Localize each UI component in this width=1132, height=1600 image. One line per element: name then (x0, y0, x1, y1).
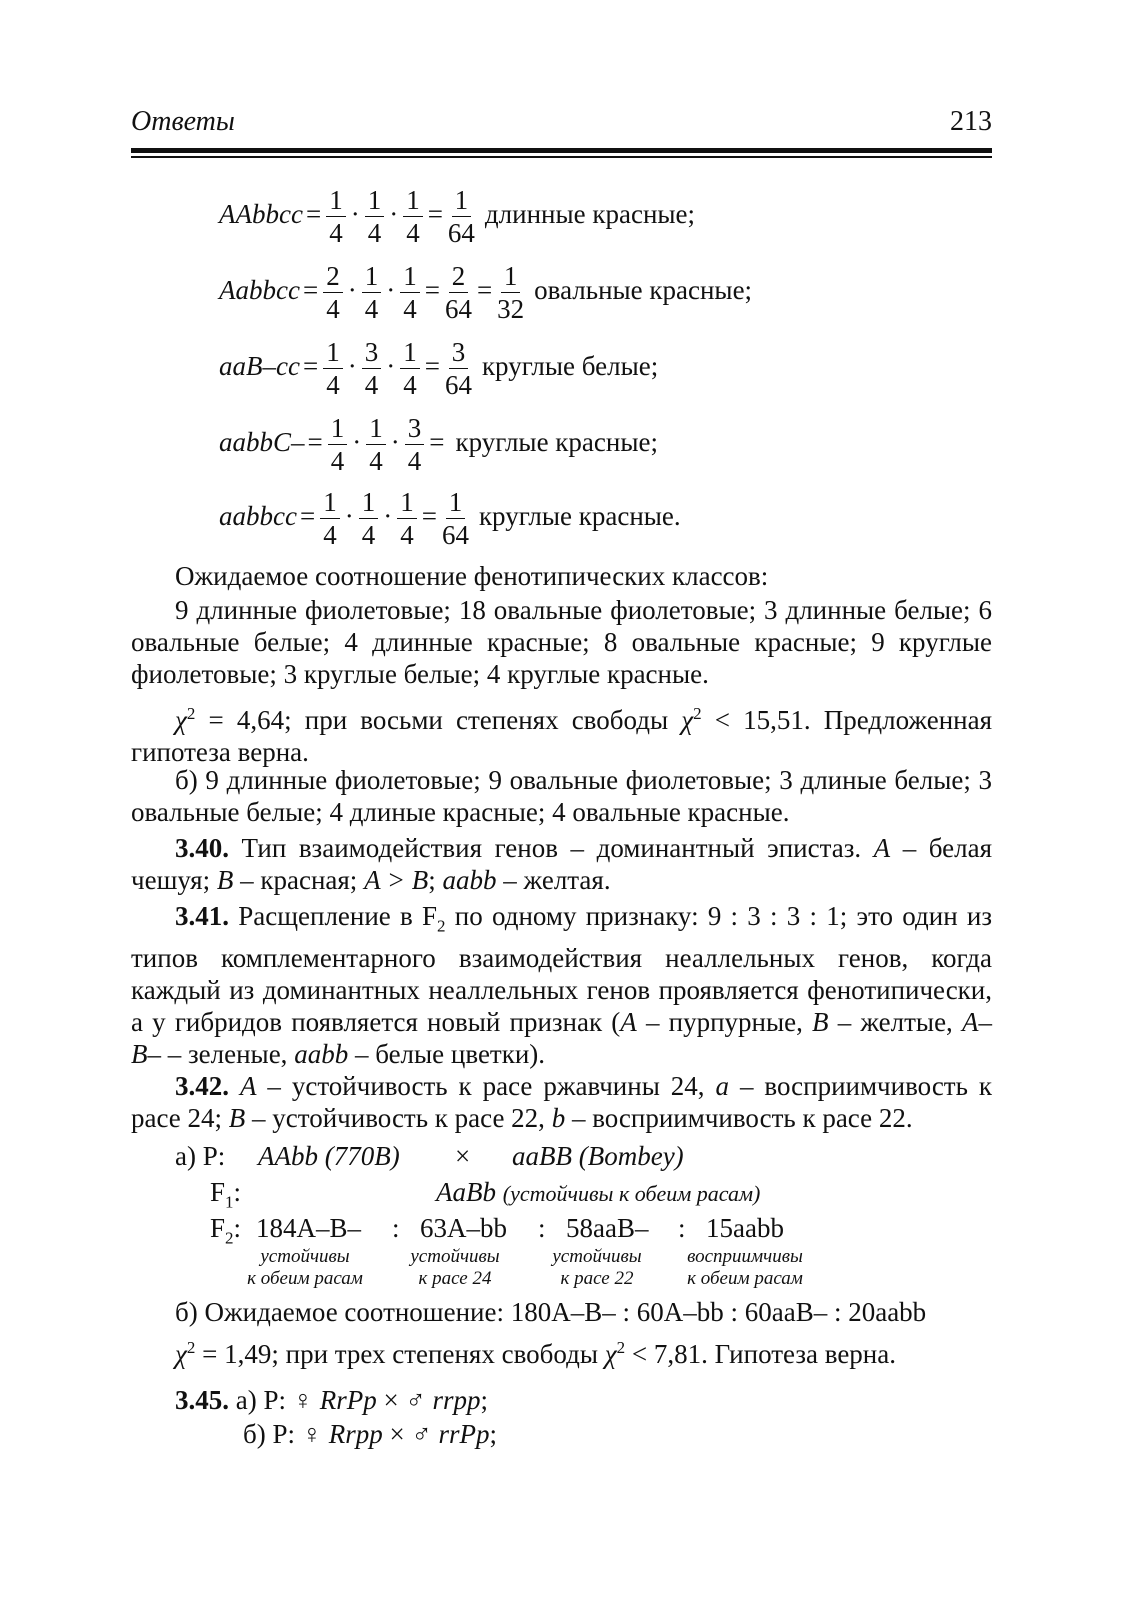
text: – красная; (233, 865, 365, 895)
note-line: к расе 24 (418, 1268, 492, 1289)
paragraph-3-45-b (243, 1418, 497, 1450)
fraction (403, 186, 423, 248)
fraction (397, 488, 417, 550)
text: – белые цветки). (348, 1039, 546, 1070)
chi-symbol: χ (175, 705, 187, 735)
text: – восприимчивость к расе 24; (131, 1071, 992, 1133)
numerator: 1 (326, 186, 346, 217)
fraction (400, 262, 420, 324)
fraction (326, 186, 346, 248)
equals-sign: = (302, 275, 319, 306)
text: – устойчивость к расе 22, (245, 1103, 552, 1133)
note-line: устойчивы (260, 1246, 350, 1267)
gene-symbol: aabb (294, 1039, 349, 1070)
numerator: 3 (405, 414, 425, 445)
fraction (359, 488, 379, 550)
numerator: 1 (328, 414, 348, 445)
multiply-dot: · (383, 501, 393, 532)
multiply-dot: · (386, 275, 396, 306)
fraction (448, 186, 475, 248)
multiply-dot: · (390, 427, 400, 458)
paragraph-3-42 (131, 1070, 992, 1134)
f1-note: (устойчивы к обеим расам) (502, 1181, 761, 1206)
numerator: 1 (446, 488, 466, 519)
phenotype-description: круглые белые; (481, 351, 659, 382)
equals-sign: = (427, 199, 443, 230)
f1-offspring (436, 1176, 760, 1210)
numerator: 1 (452, 186, 472, 217)
denominator: 32 (497, 294, 525, 325)
denominator: 4 (403, 294, 417, 325)
numerator: 2 (323, 262, 343, 293)
note-line: к расе 22 (560, 1268, 634, 1289)
fraction (400, 338, 420, 400)
f2-sep-2: : (538, 1213, 546, 1243)
text: – пурпурные, (636, 1007, 813, 1038)
text: ; (480, 1385, 489, 1415)
genotype: aaB–cc (219, 351, 300, 382)
equals-sign: = (299, 501, 316, 532)
denominator: 4 (406, 218, 420, 249)
paragraph-chi-square-1 (131, 698, 992, 768)
text: – зеленые, (161, 1039, 295, 1070)
denominator: 4 (403, 370, 417, 401)
f2-class-2: 63A–bb (420, 1213, 507, 1243)
section-title: Ответы (131, 106, 235, 137)
fraction (362, 262, 382, 324)
f2-class-1: 184A–B– (256, 1213, 362, 1243)
gene-symbol: B (812, 1007, 829, 1038)
note-line: устойчивы (410, 1246, 500, 1267)
item-number: 3.40. (175, 833, 229, 863)
f1-letter: F (210, 1177, 226, 1207)
text: × ♂ (376, 1385, 433, 1415)
fraction (497, 262, 524, 324)
subscript: 2 (437, 916, 446, 936)
fraction (445, 338, 472, 400)
equals-sign: = (302, 351, 319, 382)
formula-row (219, 338, 658, 400)
equals-sign: = (307, 427, 323, 458)
page-number: 213 (950, 106, 992, 137)
genotype: aabbcc (219, 501, 297, 532)
f2-sep-3: : (678, 1213, 686, 1243)
fraction (328, 414, 348, 476)
f2-note-4 (670, 1246, 820, 1290)
text: – желтые, (828, 1007, 962, 1038)
chi-text: = 1,49; при трех степенях свободы (195, 1339, 605, 1369)
fraction (362, 338, 382, 400)
numerator: 1 (397, 488, 417, 519)
denominator: 4 (364, 294, 379, 325)
numerator: 1 (323, 338, 343, 369)
cross-parent-1: AAbb (770B) (258, 1141, 400, 1171)
chi-text: < 15,51. Предложенная гипотеза верна. (131, 705, 992, 767)
gene-symbol: A (873, 833, 891, 863)
f2-class-4: 15aabb (706, 1213, 784, 1243)
multiply-dot: · (344, 501, 354, 532)
numerator: 1 (359, 488, 379, 519)
formula-row (219, 262, 752, 324)
text: – устойчивость к расе ржавчины 24, (256, 1071, 716, 1101)
numerator: 1 (400, 262, 420, 293)
multiply-dot: · (347, 351, 357, 382)
genotype: Rrpp (328, 1419, 383, 1449)
genotype: rrPp (438, 1419, 490, 1449)
equals-sign: = (424, 351, 440, 382)
denominator: 4 (364, 370, 379, 401)
gene-symbol: A–B– (131, 1007, 992, 1070)
paragraph-expected-list: 9 длинные фиолетовые; 18 овальные фиолетовые; 3 длинные белые; 6 овальные белые; 4 длинные красные; 8 овальные красные; 9 круглые фиолетовые; 3 круглые белые; 4 круглые красные. (131, 595, 992, 689)
denominator: 4 (407, 446, 422, 477)
paragraph-3-40 (131, 832, 992, 896)
gene-symbol: a (715, 1071, 729, 1101)
cross-p-label: а) P: (175, 1141, 226, 1171)
gene-symbol: b (551, 1103, 566, 1133)
fraction (323, 338, 343, 400)
numerator: 1 (362, 262, 382, 293)
numerator: 3 (449, 338, 469, 369)
chi-text: = 4,64; при восьми степенях свободы (195, 705, 682, 735)
paragraph-chi-square-2 (131, 1332, 992, 1370)
cross-times: × (455, 1141, 471, 1171)
paragraph-3-41 (131, 900, 992, 1070)
equals-sign: = (424, 275, 440, 306)
numerator: 1 (366, 414, 386, 445)
cross-parent-2: aaBB (Bombey) (512, 1141, 684, 1171)
note-line: к обеим расам (687, 1268, 803, 1289)
genotype: Aabbcc (219, 275, 300, 306)
item-number: 3.45. (175, 1385, 229, 1415)
paragraph-3-45-a (175, 1384, 488, 1416)
f2-class-3: 58aaB– (566, 1213, 649, 1243)
gene-symbol: B (228, 1103, 246, 1133)
note-line: к обеим расам (247, 1268, 363, 1289)
f2-letter: F (210, 1213, 226, 1243)
denominator: 4 (326, 370, 340, 401)
text: – желтая. (496, 865, 611, 895)
f2-note-1 (225, 1246, 385, 1290)
paragraph-expected-ratio: б) Ожидаемое соотношение: 180A–B– : 60A–bb : 60aaB– : 20aabb (175, 1297, 927, 1327)
item-number: 3.42. (175, 1071, 229, 1101)
multiply-dot: · (350, 199, 360, 230)
superscript: 2 (693, 704, 702, 723)
numerator: 2 (449, 262, 469, 293)
f1-subscript: 1 (225, 1192, 234, 1212)
gene-symbol: aabb (442, 865, 497, 895)
text: ; (428, 865, 443, 895)
denominator: 64 (447, 218, 475, 249)
denominator: 4 (367, 218, 382, 249)
note-line: устойчивы (552, 1246, 642, 1267)
numerator: 3 (362, 338, 382, 369)
chi-symbol: χ (681, 705, 694, 735)
fraction (445, 262, 472, 324)
chi-symbol: χ (175, 1339, 187, 1369)
numerator: 1 (403, 186, 423, 217)
denominator: 4 (330, 446, 345, 477)
genotype: aabbC– (219, 427, 305, 458)
header-rule-thin (131, 156, 992, 158)
gene-symbol: B (216, 865, 234, 895)
denominator: 4 (400, 520, 414, 551)
text: б) P: ♀ (243, 1419, 329, 1449)
denominator: 4 (369, 446, 383, 477)
chi-text: < 7,81. Гипотеза верна. (625, 1339, 896, 1369)
genotype: RrPp (319, 1385, 377, 1415)
fraction (405, 414, 425, 476)
f2-note-2 (395, 1246, 515, 1290)
gene-symbol: A > B (364, 865, 429, 895)
item-number: 3.41. (175, 901, 229, 931)
fraction (323, 262, 343, 324)
phenotype-description: овальные красные; (534, 275, 753, 306)
equals-sign: = (476, 275, 493, 306)
fraction (320, 488, 340, 550)
phenotype-description: круглые красные. (478, 501, 681, 532)
equals-sign: = (421, 501, 437, 532)
fraction (365, 186, 385, 248)
genotype: rrpp (432, 1385, 481, 1415)
formula-row (219, 186, 695, 248)
text: – восприимчивость к расе 22. (565, 1103, 913, 1133)
f1-colon: : (233, 1177, 242, 1207)
f2-note-3 (538, 1246, 656, 1290)
text: ; (489, 1419, 498, 1449)
multiply-dot: · (389, 199, 399, 230)
text: × ♂ (382, 1419, 439, 1449)
multiply-dot: · (347, 275, 357, 306)
denominator: 4 (326, 294, 340, 325)
genotype: AAbbcc (219, 199, 303, 230)
numerator: 1 (320, 488, 340, 519)
formula-row (219, 488, 681, 550)
superscript: 2 (186, 1338, 196, 1357)
text: – белая чешуя; (131, 833, 992, 895)
paragraph-expected-title: Ожидаемое соотношение фенотипических классов: (175, 561, 769, 591)
text: а) P: ♀ (229, 1385, 320, 1415)
chi-symbol: χ (604, 1339, 617, 1369)
multiply-dot: · (352, 427, 362, 458)
fraction (442, 488, 469, 550)
denominator: 4 (329, 218, 343, 249)
text: Расщепление в F (229, 901, 438, 931)
header-rule-thick (131, 148, 992, 153)
equals-sign: = (305, 199, 322, 230)
formula-row (219, 414, 658, 476)
f2-sep-1: : (392, 1213, 400, 1243)
numerator: 1 (365, 186, 385, 217)
text: по одному признаку: 9 : 3 : 3 : 1; это один из типов комплементарного взаимодействия неаллельных генов, когда каждый из доминантных неаллельных генов проявляется фенотипически, а у гибридов появляется новый признак ( (131, 901, 993, 1038)
denominator: 4 (361, 520, 376, 551)
f2-subscript: 2 (225, 1228, 234, 1248)
text: Тип взаимодействия генов – доминантный эпистаз. (229, 833, 874, 863)
denominator: 64 (444, 294, 472, 325)
superscript: 2 (186, 704, 196, 723)
fraction (366, 414, 386, 476)
gene-symbol: A (239, 1071, 257, 1101)
equals-sign: = (429, 427, 445, 458)
f2-label: $F_2$: (210, 1213, 242, 1248)
note-line: восприимчивы (687, 1246, 803, 1267)
f1-genotype: AaBb (436, 1177, 496, 1207)
denominator: 4 (323, 520, 337, 551)
phenotype-description: круглые красные; (455, 427, 658, 458)
denominator: 64 (444, 370, 472, 401)
multiply-dot: · (386, 351, 396, 382)
numerator: 1 (400, 338, 420, 369)
denominator: 64 (441, 520, 469, 551)
paragraph-b: б) 9 длинные фиолетовые; 9 овальные фиолетовые; 3 длиные белые; 3 овальные белые; 4 длиные красные; 4 овальные красные. (131, 765, 992, 827)
phenotype-description: длинные красные; (484, 199, 696, 230)
superscript: 2 (616, 1338, 626, 1357)
gene-symbol: A (620, 1007, 637, 1038)
numerator: 1 (501, 262, 521, 293)
